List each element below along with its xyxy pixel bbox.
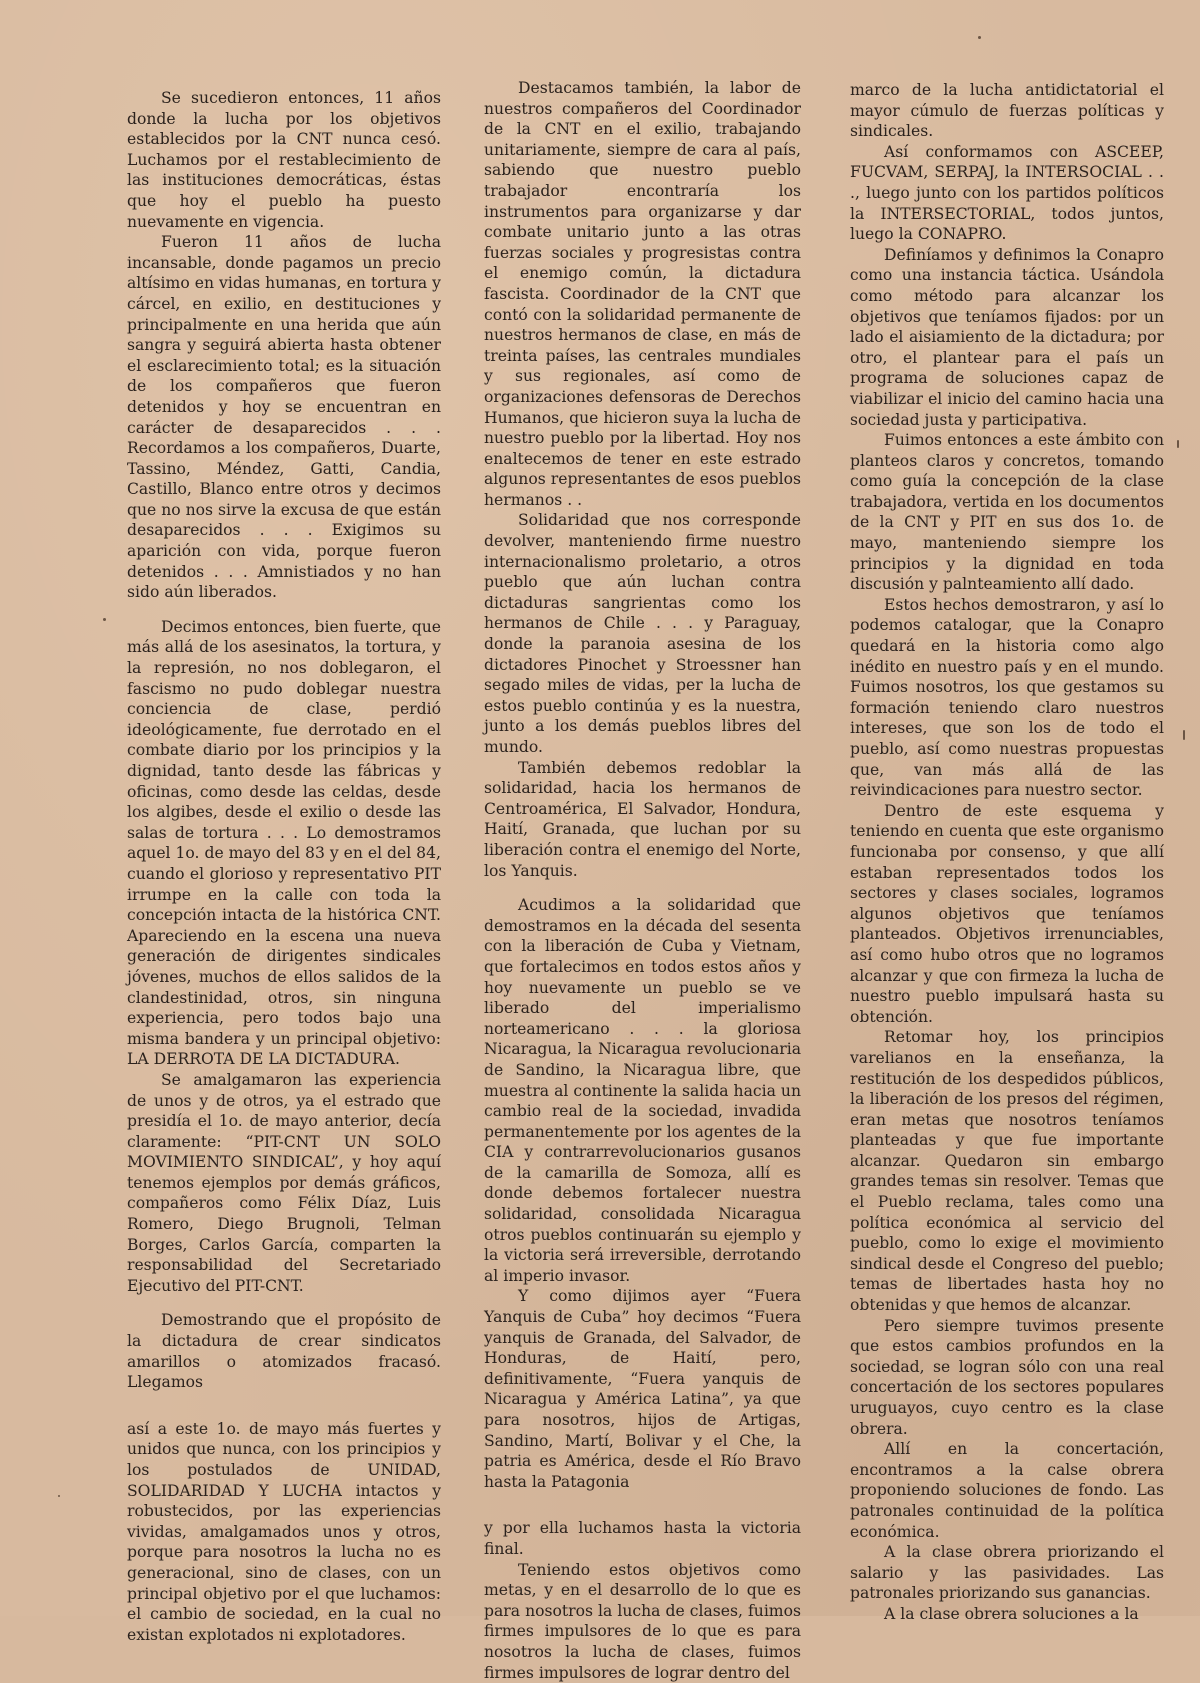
paragraph: Destacamos también, la labor de nuestros compañeros del Coordinador de la CNT en el exilio, trabajando unitariamente, siempre de cara al país, sabiendo que nuestro pueblo trabajador encontraría los instrumentos para organizarse y dar combate unitario junto a las otras fuerzas sociales y progresistas contra el enemigo común, la dictadura fascista. Coordinador de la CNT que contó con la solidaridad permanente de nuestros hermanos de clase, en más de treinta países, las centrales mundiales y sus regionales, así como de organizaciones defensoras de Derechos Humanos, que hicieron suya la lucha de nuestro pueblo por la libertad. Hoy nos enaltecemos de tener en este estrado algunos representantes de esos pueblos hermanos . . <box>484 79 801 509</box>
paragraph: Solidaridad que nos corresponde devolver, manteniendo firme nuestro internacionalismo proletario, a otros pueblo que aún luchan contra dictaduras sangrientas como los hermanos de Chile . . . y Paraguay, donde la paranoia asesina de los dictadores Pinochet y Stroessner han segado miles de vidas, per la lucha de estos pueblo continúa y es la nuestra, junto a los demás pueblos libres del mundo. <box>484 511 801 756</box>
print-speck <box>1183 730 1185 740</box>
right-column <box>850 80 1164 1625</box>
paragraph: Fuimos entonces a este ámbito con planteos claros y concretos, tomando como guía la concepción de la clase trabajadora, vertida en los documentos de la CNT y PIT en sus dos 1o. de mayo, manteniendo siempre los principios y la dignidad en toda discusión y palnteamiento allí dado. <box>850 431 1164 594</box>
paragraph: Fueron 11 años de lucha incansable, donde pagamos un precio altísimo en vidas humanas, en tortura y cárcel, en exilio, en destituciones y principalmente en una herida que aún sangra y seguirá abierta hasta obtener el esclarecimiento total; es la situación de los compañeros que fueron detenidos y hoy se encuentran en carácter de desaparecidos . . . Recordamos a los compañeros, Duarte, Tassino, Méndez, Gatti, Candia, Castillo, Blanco entre otros y decimos que no nos sirve la excusa de que están desaparecidos . . . Exigimos su aparición con vida, porque fueron detenidos . . . Amnistiados y no han sido aún liberados. <box>127 233 441 602</box>
paragraph: Se amalgamaron las experiencia de unos y de otros, ya el estrado que presidía el 1o. de mayo anterior, decía claramente: “PIT-CNT UN SOLO MOVIMIENTO SINDICAL”, y hoy aquí tenemos ejemplos por demás gráficos, compañeros como Félix Díaz, Luis Romero, Diego Brugnoli, Telman Borges, Carlos García, comparten la responsabilidad del Secretariado Ejecutivo del PIT-CNT. <box>127 1070 441 1295</box>
paragraph: Retomar hoy, los principios varelianos en la enseñanza, la restitución de los despedidos públicos, la liberación de los presos del régimen, eran metas que nosotros teníamos planteadas y que fue importante alcanzar. Quedaron sin embargo grandes temas sin resolver. Temas que el Pueblo reclama, tales como una política económica al servicio del pueblo, como lo exige el movimiento sindical desde el Congreso del pueblo; temas de libertades hasta hoy no obtenidas y que hemos de alcanzar. <box>850 1028 1164 1315</box>
paragraph: Demostrando que el propósito de la dictadura de crear sindicatos amarillos o atomizados fracasó. Llegamos <box>127 1311 441 1392</box>
paragraph: marco de la lucha antidictatorial el mayor cúmulo de fuerzas políticas y sindicales. <box>850 81 1164 141</box>
paragraph: Decimos entonces, bien fuerte, que más allá de los asesinatos, la tortura, y la represión, no nos doblegaron, el fascismo no pudo doblegar nuestra conciencia de clase, perdió ideológicamente, fue derrotado en el combate diario por los principios y la dignidad, tanto desde las fábricas y oficinas, como desde las celdas, desde los algibes, desde el exilio o desde las salas de tortura . . . Lo demostramos aquel 1o. de mayo del 83 y en el del 84, cuando el glorioso y representativo PIT irrumpe en la calle con toda la concepción intacta de la histórica CNT. Apareciendo en la escena una nueva generación de dirigentes sindicales jóvenes, muchos de ellos salidos de la clandestinidad, otros, sin ninguna experiencia, pero todos bajo una misma bandera y un principal objetivo: LA DERROTA DE LA DICTADURA. <box>127 617 441 1069</box>
print-speck <box>58 1495 60 1497</box>
paragraph: A la clase obrera priorizando el salario y las pasividades. Las patronales priorizando sus ganancias. <box>850 1543 1164 1603</box>
paragraph: Allí en la concertación, encontramos a la calse obrera proponiendo soluciones de fondo. Las patronales continuidad de la política económica. <box>850 1440 1164 1541</box>
paragraph: Teniendo estos objetivos como metas, y en el desarrollo de lo que es para nosotros la lucha de clases, fuimos firmes impulsores de lo que es para nosotros la lucha de clases, fuimos firmes impulsores de lograr dentro del <box>484 1560 801 1682</box>
paragraph: Definíamos y definimos la Conapro como una instancia táctica. Usándola como método para alcanzar los objetivos que teníamos fijados: por un lado el aisiamiento de la dictadura; por otro, el plantear para el país un programa de soluciones capaz de viabilizar el inicio del camino hacia una sociedad justa y participativa. <box>850 245 1164 429</box>
paragraph: Pero siempre tuvimos presente que estos cambios profundos en la sociedad, se logran sólo con una real concertación de los sectores populares uruguayos, cuyo centro es la clase obrera. <box>850 1316 1164 1438</box>
paragraph: Dentro de este esquema y teniendo en cuenta que este organismo funcionaba por consenso, y que allí estaban representados todos los sectores y clases sociales, logramos algunos objetivos que teníamos planteados. Objetivos irrenunciables, así como hubo otros que no logramos alcanzar y que con firmeza la lucha de nuestro pueblo impulsará hasta su obtención. <box>850 801 1164 1026</box>
print-speck <box>978 36 981 39</box>
paragraph: Y como dijimos ayer “Fuera Yanquis de Cuba” hoy decimos “Fuera yanquis de Granada, del Salvador, de Honduras, de Haití, pero, definitivamente, “Fuera yanquis de Nicaragua y América Latina”, ya que para nosotros, hijos de Artigas, Sandino, Martí, Bolivar y el Che, la patria es América, desde el Río Bravo hasta la Patagonia <box>484 1287 801 1491</box>
print-speck <box>1177 440 1179 448</box>
paragraph: Se sucedieron entonces, 11 años donde la lucha por los objetivos establecidos por la CNT nunca cesó. Luchamos por el restablecimiento de las instituciones democráticas, éstas que hoy el pueblo ha puesto nuevamente en vigencia. <box>127 89 441 231</box>
paragraph: A la clase obrera soluciones a la <box>884 1604 1139 1623</box>
paragraph: Acudimos a la solidaridad que demostramos en la década del sesenta con la liberación de Cuba y Vietnam, que fortalecimos en todos estos años y hoy nuevamente un pueblo se ve liberado del imperialismo norteamericano . . . la gloriosa Nicaragua, la Nicaragua revolucionaria de Sandino, la Nicaragua libre, que muestra al continente la salida hacia un cambio real de la sociedad, invadida permanentemente por los agentes de la CIA y contrarrevolucionarios gusanos de la camarilla de Somoza, allí es donde debemos fortalecer nuestra solidaridad, consolidada Nicaragua otros pueblos continuarán su ejemplo y la victoria será irreversible, derrotando al imperio invasor. <box>484 896 801 1285</box>
paragraph: así a este 1o. de mayo más fuertes y unidos que nunca, con los principios y los postulados de UNIDAD, SOLIDARIDAD Y LUCHA intactos y robustecidos, por las experiencias vividas, amalgamados unos y otros, porque para nosotros la lucha no es generacional, sino de clases, con un principal objetivo por el que luchamos: el cambio de sociedad, en la cual no existan explotados ni explotadores. <box>127 1419 441 1644</box>
paragraph: Así conformamos con ASCEEP, FUCVAM, SERPAJ, la INTERSOCIAL . . ., luego junto con los partidos políticos la INTERSECTORIAL, todos juntos, luego la CONAPRO. <box>850 142 1164 244</box>
left-column <box>127 88 441 1645</box>
paragraph: Estos hechos demostraron, y así lo podemos catalogar, que la Conapro quedará en la historia como algo inédito en nuestro país y en el mundo. Fuimos nosotros, los que gestamos su formación teniendo claro nuestros intereses, que son los de todo el pueblo, así como nuestras propuestas que, van más allá de las reivindicaciones para nuestro sector. <box>850 595 1164 800</box>
middle-column <box>484 78 801 1683</box>
paragraph: y por ella luchamos hasta la victoria final. <box>484 1519 801 1558</box>
paragraph: También debemos redoblar la solidaridad, hacia los hermanos de Centroamérica, El Salvador, Hondura, Haití, Granada, que luchan por su liberación contra el enemigo del Norte, los Yanquis. <box>484 758 801 880</box>
print-speck <box>103 618 106 621</box>
